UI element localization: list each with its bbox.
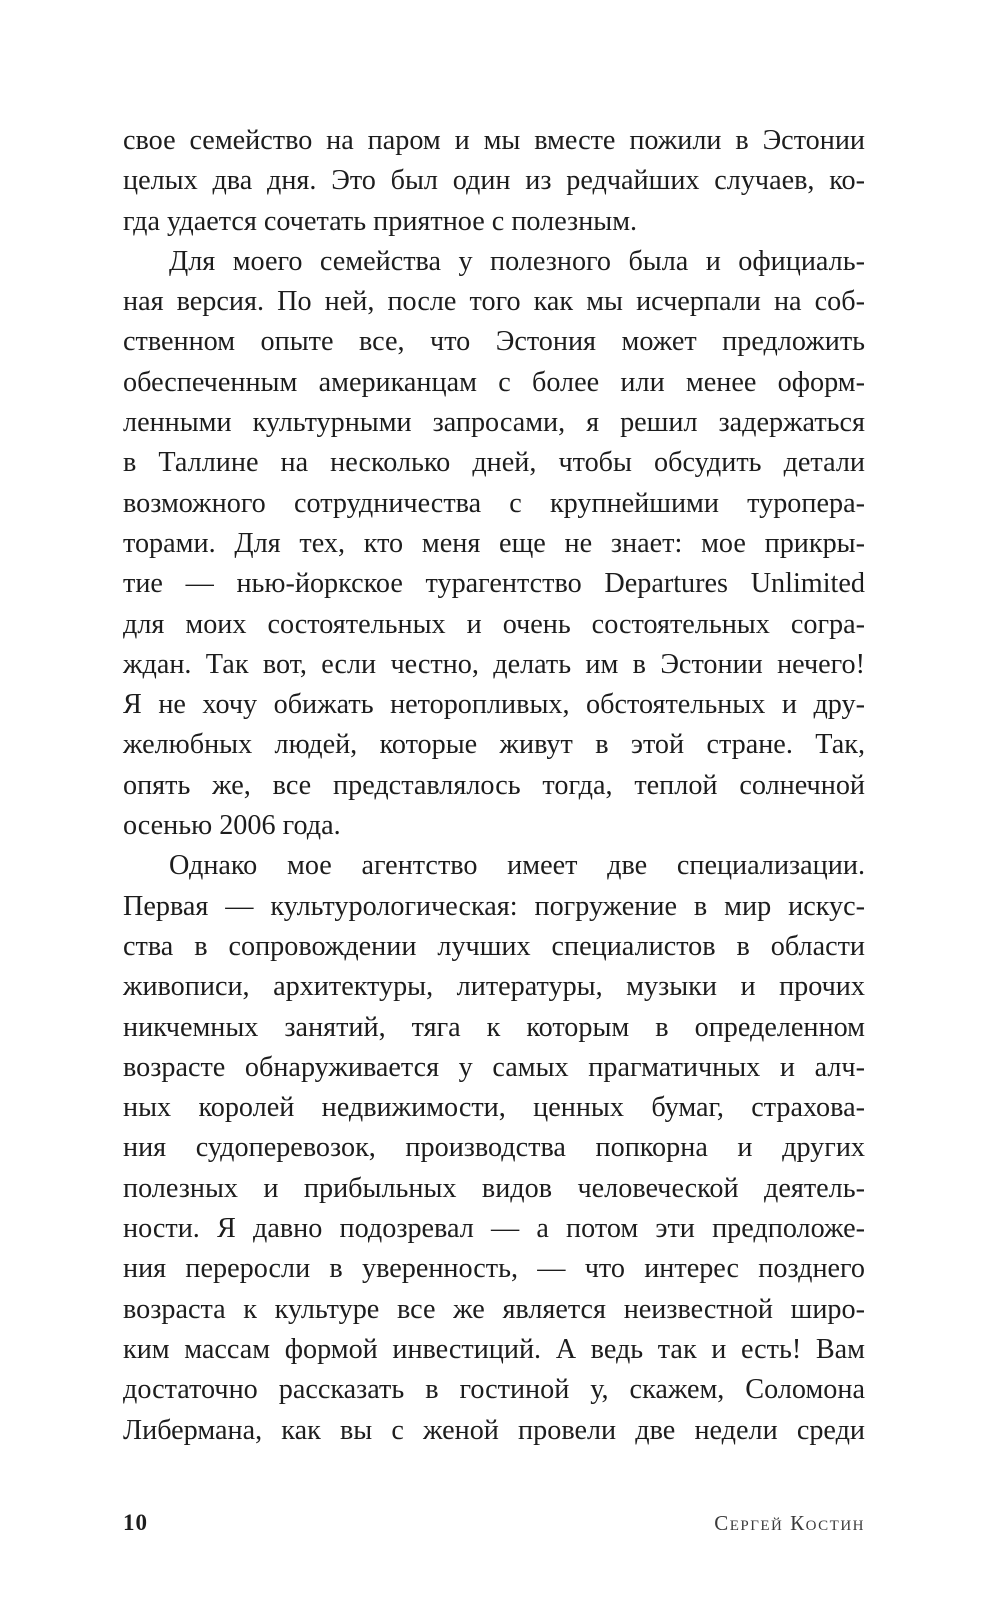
text-line: торами. Для тех, кто меня еще не знает: мое прикры- (123, 527, 865, 559)
text-line: ства в сопровождении лучших специалистов в области (123, 930, 865, 962)
text-line: желюбных людей, которые живут в этой стране. Так, (123, 729, 865, 761)
text-line: ния переросли в уверенность, — что интерес позднего (123, 1253, 865, 1285)
text-line: возрасте обнаруживается у самых прагматичных и алч- (123, 1051, 865, 1083)
text-line: возраста к культуре все же является неизвестной широ- (123, 1293, 865, 1325)
text-line: Я не хочу обижать неторопливых, обстоятельных и дру- (123, 689, 865, 721)
text-line: целых два дня. Это был один из редчайших случаев, ко- (123, 165, 865, 197)
page-number: 10 (123, 1510, 148, 1535)
text-line: ким массам формой инвестиций. А ведь так и есть! Вам (123, 1333, 865, 1365)
text-line: гда удается сочетать приятное с полезным. (123, 205, 638, 237)
text-line: Первая — культурологическая: погружение в мир искус- (123, 890, 865, 922)
text-line: осенью 2006 года. (123, 810, 341, 842)
page-footer (123, 1508, 865, 1538)
text-line: Для моего семейства у полезного была и официаль- (169, 245, 865, 277)
running-head-author: Сергей Костин (714, 1511, 865, 1535)
text-line: живописи, архитектуры, литературы, музыки и прочих (123, 971, 865, 1003)
text-line: Либермана, как вы с женой провели две недели среди (123, 1414, 865, 1446)
text-line: достаточно рассказать в гостиной у, скажем, Соломона (123, 1374, 865, 1406)
text-line: ная версия. По ней, после того как мы исчерпали на соб- (123, 286, 865, 318)
text-line: возможного сотрудничества с крупнейшими туропера- (123, 487, 865, 519)
text-line: опять же, все представлялось тогда, теплой солнечной (123, 769, 865, 801)
text-line: никчемных занятий, тяга к которым в определенном (123, 1011, 865, 1043)
text-line: Однако мое агентство имеет две специализации. (169, 850, 865, 882)
text-line: ственном опыте все, что Эстония может предложить (123, 326, 865, 358)
text-line: свое семейство на паром и мы вместе пожили в Эстонии (123, 125, 865, 156)
text-line: ленными культурными запросами, я решил задержаться (123, 407, 865, 439)
text-line: в Таллине на несколько дней, чтобы обсудить детали (123, 447, 865, 479)
text-line: ности. Я давно подозревал — а потом эти предположе- (123, 1213, 865, 1245)
text-line: тие — нью-йоркское турагентство Departures Unlimited (123, 568, 865, 600)
text-line: для моих состоятельных и очень состоятельных согра- (123, 608, 865, 640)
text-line: полезных и прибыльных видов человеческой деятель- (123, 1172, 865, 1204)
body-text (123, 121, 865, 1451)
text-line: обеспеченным американцам с более или менее оформ- (123, 366, 865, 398)
text-line: ждан. Так вот, если честно, делать им в Эстонии нечего! (123, 648, 865, 680)
text-line: ния судоперевозок, производства попкорна и других (123, 1132, 865, 1164)
text-line: ных королей недвижимости, ценных бумаг, страхова- (123, 1092, 865, 1124)
